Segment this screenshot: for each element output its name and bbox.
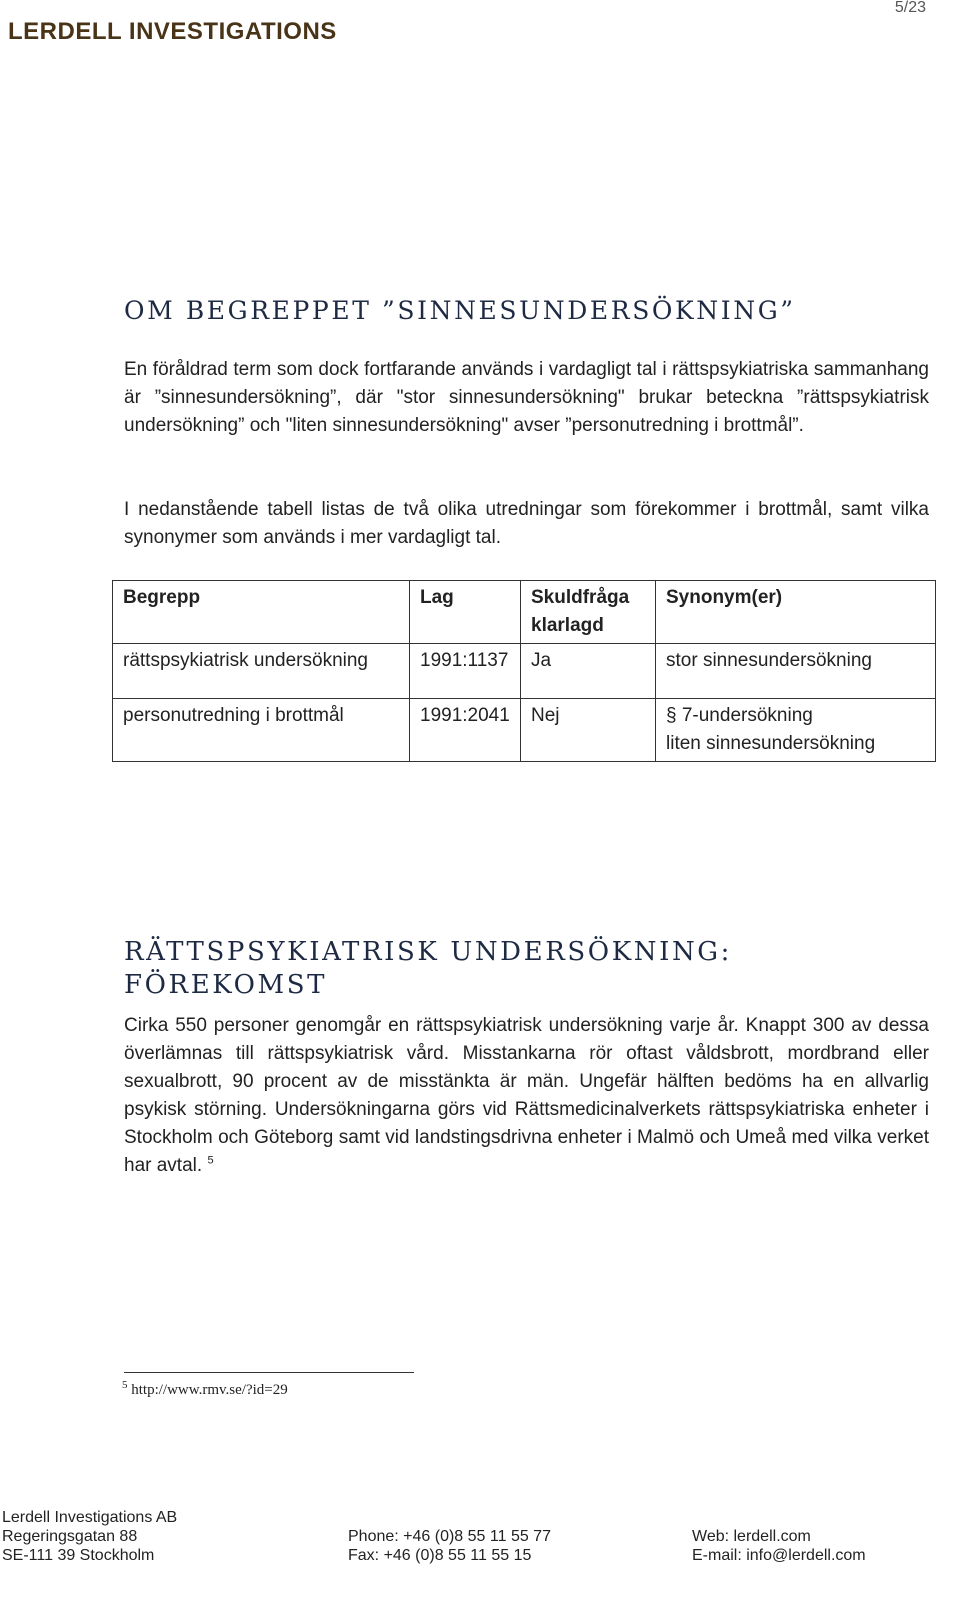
footer-street: Regeringsgatan 88 — [2, 1528, 138, 1545]
footer-company-name: Lerdell Investigations AB — [2, 1509, 178, 1526]
table-row — [113, 644, 936, 699]
page-number: 5/23 — [894, 0, 926, 16]
footer-email[interactable]: E-mail: info@lerdell.com — [692, 1547, 866, 1564]
synonym-line: § 7-undersökning — [666, 705, 813, 726]
cell-law: 1991:2041 — [410, 699, 521, 762]
occurrence-paragraph — [124, 1012, 929, 1180]
occurrence-text: Cirka 550 personer genomgår en rättspsykiatrisk undersökning varje år. Knappt 300 av dessa överlämnas till rättspsykiatrisk vård. Misstankarna rör oftast våldsbrott, mordbrand eller sexualbrott, 90 procent av de misstänkta är män. Ungefär hälften bedöms ha en allvarlig psykisk störning. Undersökningarna görs vid Rättsmedicinalverkets rättspsykiatriska enheter i Stockholm och Göteborg samt vid landstingsdrivna enheter i Malmö och Umeå med vilka verket har avtal. — [124, 1015, 929, 1176]
section-heading-occurrence: RÄTTSPSYKIATRISK UNDERSÖKNING: FÖREKOMST — [124, 937, 733, 1000]
footer-web-email — [692, 1527, 866, 1565]
synonym-line: stor sinnesundersökning — [666, 650, 872, 671]
cell-synonyms — [656, 644, 936, 699]
cell-law: 1991:1137 — [410, 644, 521, 699]
footer-fax: Fax: +46 (0)8 55 11 55 15 — [348, 1547, 532, 1564]
table-row — [113, 699, 936, 762]
cell-term: rättspsykiatrisk undersökning — [113, 644, 410, 699]
column-header-law: Lag — [410, 581, 521, 644]
footer-web[interactable]: Web: lerdell.com — [692, 1528, 811, 1545]
footer-phone: Phone: +46 (0)8 55 11 55 77 — [348, 1528, 551, 1545]
intro-paragraph: En föråldrad term som dock fortfarande används i vardagligt tal i rättspsykiatriska sammanhang är ”sinnesundersökning”, där "stor sinnesundersökning" brukar beteckna ”rättspsykiatrisk undersökning” och "liten sinnesundersökning" avser ”personutredning i brottmål”. — [124, 359, 929, 436]
footer-address — [2, 1527, 154, 1565]
company-logo-text: LERDELL INVESTIGATIONS — [8, 18, 337, 45]
synonym-line: liten sinnesundersökning — [666, 733, 876, 754]
footer-city: SE-111 39 Stockholm — [2, 1547, 155, 1564]
footnote-number: 5 — [122, 1379, 128, 1391]
footnote — [122, 1379, 288, 1399]
cell-guilt: Nej — [521, 699, 656, 762]
table-intro-paragraph: I nedanstående tabell listas de två olika utredningar som förekommer i brottmål, samt vilka synonymer som används i mer vardagligt tal. — [124, 499, 929, 548]
section-heading-term: OM BEGREPPET ”SINNESUNDERSÖKNING” — [124, 296, 796, 325]
footer-phone-fax — [348, 1527, 551, 1565]
column-header-guilt: Skuldfråga klarlagd — [521, 581, 656, 644]
column-header-term: Begrepp — [113, 581, 410, 644]
cell-guilt: Ja — [521, 644, 656, 699]
investigation-terms-table — [112, 580, 936, 762]
cell-term: personutredning i brottmål — [113, 699, 410, 762]
table-header-row — [113, 581, 936, 644]
footnote-link[interactable]: http://www.rmv.se/?id=29 — [131, 1382, 288, 1398]
cell-synonyms — [656, 699, 936, 762]
footnote-reference[interactable]: 5 — [207, 1154, 214, 1167]
footnote-divider — [124, 1372, 414, 1373]
column-header-synonyms: Synonym(er) — [656, 581, 936, 644]
